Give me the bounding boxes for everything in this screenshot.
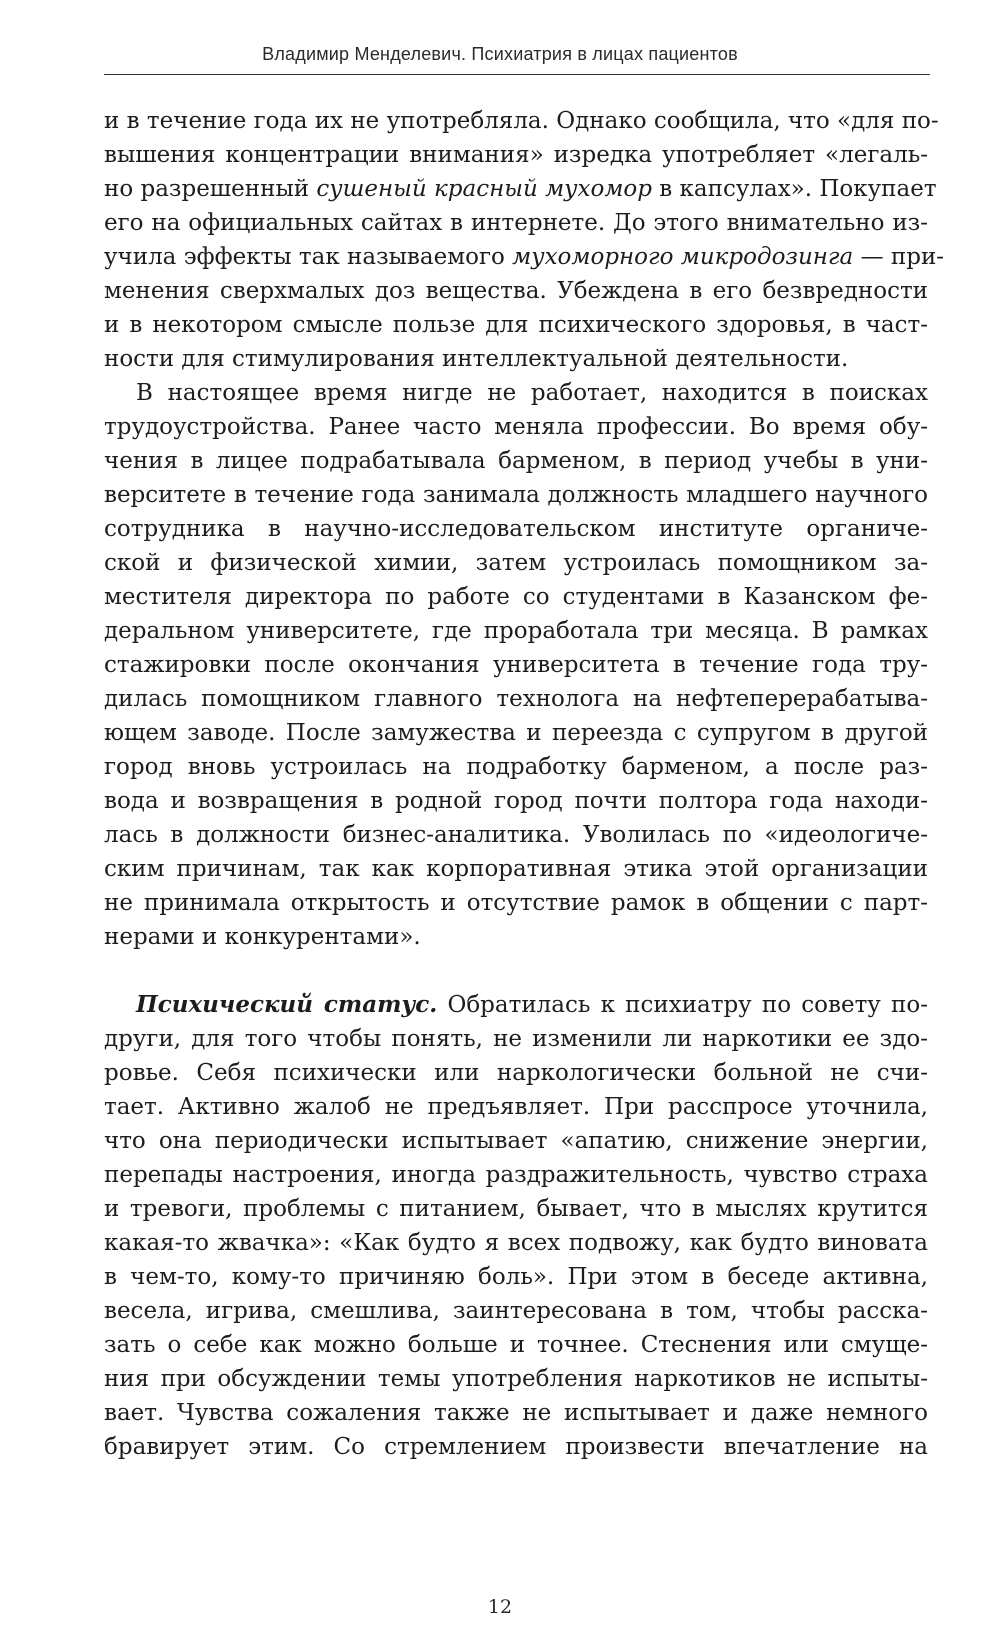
text-run: и в некотором смысле пользе для психического здоровья, в част- <box>104 312 928 338</box>
text-line <box>104 104 939 138</box>
text-run: дилась помощником главного технолога на нефтеперерабатыва- <box>104 686 928 712</box>
text-line <box>104 1022 928 1056</box>
text-line <box>104 342 928 376</box>
text-run: ния при обсуждении темы употребления наркотиков не испыты- <box>104 1366 928 1392</box>
text-line <box>104 1430 928 1464</box>
text-run: чения в лицее подрабатывала барменом, в период учебы в уни- <box>104 448 928 474</box>
text-run: тает. Активно жалоб не предъявляет. При расспросе уточнила, <box>104 1094 928 1120</box>
text-run: ющем заводе. После замужества и переезда с супругом в другой <box>104 720 928 746</box>
text-line <box>104 852 928 886</box>
text-run: не принимала открытость и отсутствие рамок в общении с парт- <box>104 890 928 916</box>
text-run: стажировки после окончания университета в течение года тру- <box>104 652 928 678</box>
text-run: его на официальных сайтах в интернете. До этого внимательно из- <box>104 210 928 236</box>
text-line <box>104 546 928 580</box>
text-line <box>104 716 928 750</box>
text-line <box>104 1056 928 1090</box>
text-line <box>104 580 928 614</box>
page-number: 12 <box>487 1596 513 1618</box>
text-run: вышения концентрации внимания» изредка употребляет «легаль- <box>104 142 928 168</box>
text-run: весела, игрива, смешлива, заинтересована в том, чтобы расска- <box>104 1298 928 1324</box>
text-line <box>104 920 928 954</box>
text-run: деральном университете, где проработала три месяца. В рамках <box>104 618 928 644</box>
text-run: какая-то жвачка»: «Как будто я всех подвожу, как будто виновата <box>104 1230 928 1256</box>
text-run: ской и физической химии, затем устроилась помощником за- <box>104 550 928 576</box>
text-line <box>104 1158 928 1192</box>
text-run: вода и возвращения в родной город почти полтора года находи- <box>104 788 928 814</box>
text-run: но разрешенный <box>104 176 317 202</box>
text-run: ровье. Себя психически или наркологически больной не счи- <box>104 1060 928 1086</box>
body-text <box>104 104 945 1464</box>
text-line <box>104 376 928 410</box>
text-run: сотрудника в научно-исследовательском институте органиче- <box>104 516 928 542</box>
text-run: и в течение года их не употребляла. Однако сообщила, что «для по- <box>104 108 939 134</box>
text-line <box>104 1192 928 1226</box>
text-line <box>104 784 928 818</box>
text-line <box>104 648 928 682</box>
running-head: Владимир Менделевич. Психиатрия в лицах пациентов <box>262 44 738 64</box>
text-line <box>104 410 928 444</box>
text-run: в капсулах». Покупает <box>651 176 937 202</box>
text-run: трудоустройства. Ранее часто меняла профессии. Во время обу- <box>104 414 928 440</box>
text-line <box>104 1090 928 1124</box>
text-run: город вновь устроилась на подработку барменом, а после раз- <box>104 754 928 780</box>
text-line <box>104 206 928 240</box>
text-line <box>104 138 928 172</box>
text-line <box>104 750 928 784</box>
text-run: учила эффекты так называемого <box>104 244 513 270</box>
text-run: ности для стимулирования интеллектуальной деятельности. <box>104 346 849 372</box>
text-line <box>104 478 928 512</box>
text-run: нерами и конкурентами». <box>104 924 421 950</box>
text-line <box>104 682 928 716</box>
text-run: зать о себе как можно больше и точнее. Стеснения или смуще- <box>104 1332 928 1358</box>
text-run: менения сверхмалых доз вещества. Убеждена в его безвредности <box>104 278 928 304</box>
italic-term: мухоморного микродозинга <box>512 244 854 270</box>
text-line <box>104 886 928 920</box>
text-line <box>104 512 928 546</box>
text-line <box>104 1226 928 1260</box>
text-line <box>104 1362 928 1396</box>
text-line <box>104 1124 928 1158</box>
text-run: перепады настроения, иногда раздражительность, чувство страха <box>104 1162 928 1188</box>
text-line <box>104 1294 928 1328</box>
text-run: други, для того чтобы понять, не изменили ли наркотики ее здо- <box>104 1026 928 1052</box>
paragraph <box>104 988 928 1464</box>
text-run: Обратилась к психиатру по совету по- <box>437 992 928 1018</box>
text-run: вает. Чувства сожаления также не испытывает и даже немного <box>104 1400 928 1426</box>
text-line <box>104 988 928 1022</box>
text-line <box>104 614 928 648</box>
text-line <box>104 274 928 308</box>
text-run: в чем-то, кому-то причиняю боль». При этом в беседе активна, <box>104 1264 928 1290</box>
text-line <box>104 1396 928 1430</box>
text-run: бравирует этим. Со стремлением произвести впечатление на <box>104 1434 928 1460</box>
text-run: верситете в течение года занимала должность младшего научного <box>104 482 928 508</box>
text-run: местителя директора по работе со студентами в Казанском фе- <box>104 584 928 610</box>
text-line <box>104 1328 928 1362</box>
paragraph <box>104 104 945 376</box>
text-line <box>104 308 928 342</box>
text-run: ским причинам, так как корпоративная этика этой организации <box>104 856 928 882</box>
text-line <box>104 172 937 206</box>
header-rule <box>104 74 930 75</box>
paragraph <box>104 376 928 954</box>
text-run: и тревоги, проблемы с питанием, бывает, что в мыслях крутится <box>104 1196 928 1222</box>
section-run-in-heading: Психический статус. <box>136 991 438 1018</box>
paragraph-gap <box>104 954 928 988</box>
text-run: что она периодически испытывает «апатию, снижение энергии, <box>104 1128 928 1154</box>
text-run: В настоящее время нигде не работает, находится в поисках <box>136 380 928 406</box>
text-line <box>104 240 945 274</box>
text-line <box>104 1260 928 1294</box>
text-run: лась в должности бизнес-аналитика. Уволилась по «идеологиче- <box>104 822 928 848</box>
text-line <box>104 818 928 852</box>
text-line <box>104 444 928 478</box>
text-run: — при- <box>853 244 945 270</box>
italic-term: сушеный красный мухомор <box>316 176 652 202</box>
